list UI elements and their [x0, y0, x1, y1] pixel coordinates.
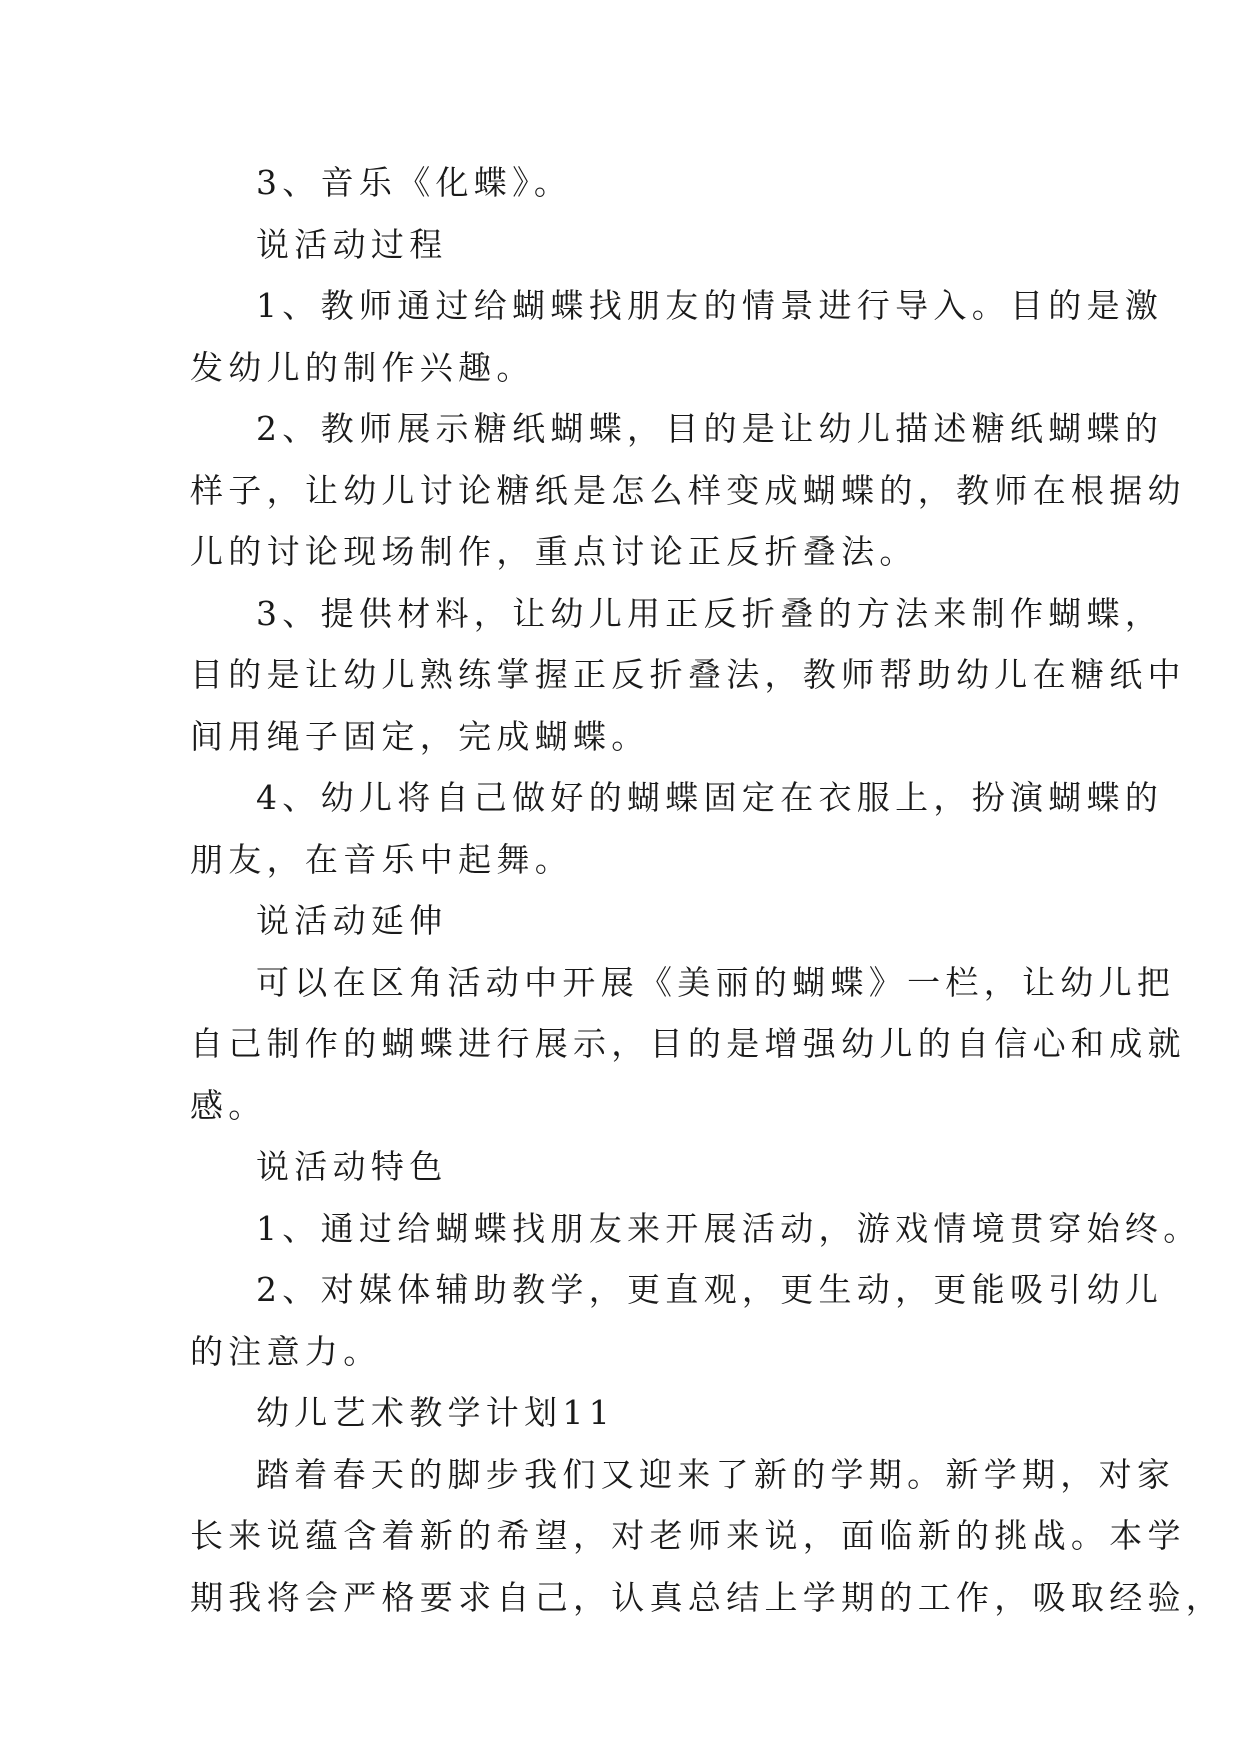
- text-line: 1、教师通过给蝴蝶找朋友的情景进行导入。目的是激: [256, 286, 1164, 325]
- section-heading: [190, 1382, 1060, 1444]
- paragraph: [190, 583, 1186, 768]
- text-line: 3、提供材料，让幼儿用正反折叠的方法来制作蝴蝶，: [256, 593, 1164, 633]
- text-line: 长来说蕴含着新的希望，对老师来说，面临新的挑战。本学: [190, 1516, 1186, 1555]
- text-line: 说活动特色: [256, 1147, 448, 1186]
- paragraph: [190, 275, 1164, 398]
- text-line: 可以在区角活动中开展《美丽的蝴蝶》一栏，让幼儿把: [256, 962, 1176, 1002]
- paragraph: [190, 1259, 1164, 1382]
- text-line: 目的是让幼儿熟练掌握正反折叠法，教师帮助幼儿在糖纸中: [190, 655, 1186, 694]
- section-heading: [190, 890, 1060, 952]
- text-line: 踏着春天的脚步我们又迎来了新的学期。新学期，对家: [256, 1454, 1176, 1494]
- text-line: 的注意力。: [190, 1331, 382, 1371]
- text-line: 期我将会严格要求自己，认真总结上学期的工作，吸取经验，: [190, 1577, 1225, 1617]
- section-heading: [190, 214, 1060, 276]
- text-line: 自己制作的蝴蝶进行展示，目的是增强幼儿的自信心和成就: [190, 1024, 1186, 1063]
- text-line: 2、教师展示糖纸蝴蝶，目的是让幼儿描述糖纸蝴蝶的: [256, 409, 1164, 448]
- paragraph: [190, 152, 1060, 214]
- paragraph: [190, 398, 1186, 583]
- text-line: 2、对媒体辅助教学，更直观，更生动，更能吸引幼儿: [256, 1270, 1164, 1309]
- text-line: 1、通过给蝴蝶找朋友来开展活动，游戏情境贯穿始终。: [256, 1208, 1202, 1248]
- text-line: 样子，让幼儿讨论糖纸是怎么样变成蝴蝶的，教师在根据幼: [190, 470, 1186, 510]
- text-line: 感。: [190, 1085, 267, 1125]
- text-line: 3、音乐《化蝶》。: [256, 163, 573, 202]
- text-line: 间用绳子固定，完成蝴蝶。: [190, 716, 650, 756]
- section-heading: [190, 1136, 1060, 1198]
- text-line: 4、幼儿将自己做好的蝴蝶固定在衣服上，扮演蝴蝶的: [256, 778, 1164, 817]
- text-line: 发幼儿的制作兴趣。: [190, 347, 535, 387]
- text-line: 说活动过程: [256, 224, 448, 264]
- text-line: 朋友，在音乐中起舞。: [190, 839, 573, 879]
- document-body: [190, 152, 1225, 1628]
- paragraph: [190, 952, 1186, 1137]
- paragraph: [190, 767, 1164, 890]
- text-line: 幼儿艺术教学计划11: [256, 1393, 615, 1432]
- paragraph: [190, 1444, 1225, 1629]
- text-line: 说活动延伸: [256, 901, 448, 940]
- text-line: 儿的讨论现场制作，重点讨论正反折叠法。: [190, 532, 918, 571]
- paragraph: [190, 1198, 1202, 1260]
